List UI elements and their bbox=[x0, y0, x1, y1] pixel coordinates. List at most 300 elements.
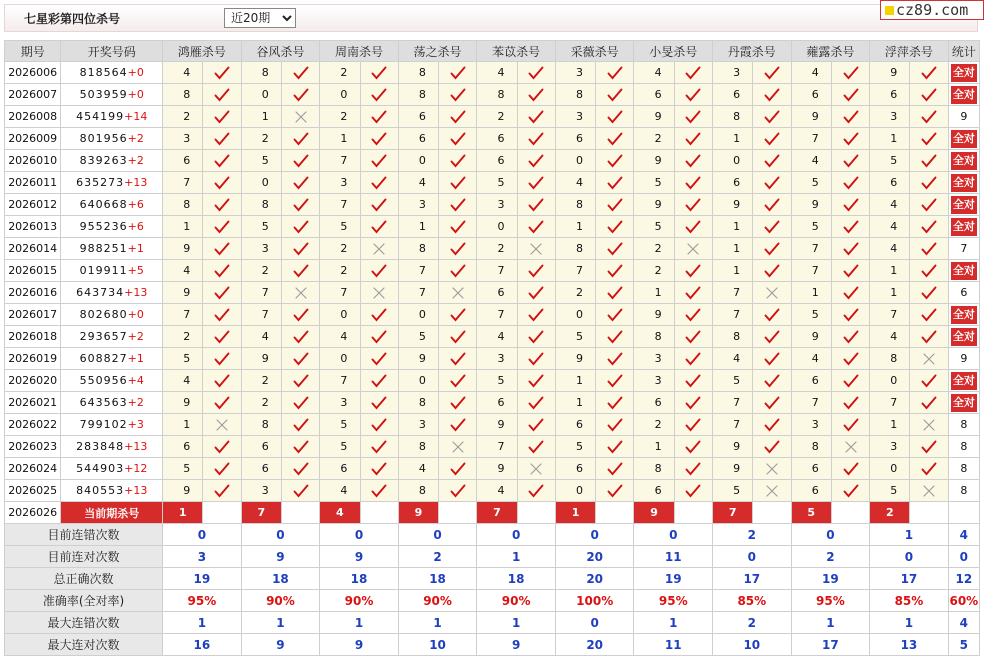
kill-number-cell: 2 bbox=[241, 370, 281, 392]
result-mark-cell bbox=[596, 172, 634, 194]
kill-number-cell: 0 bbox=[870, 370, 910, 392]
kill-number-cell: 1 bbox=[634, 436, 674, 458]
col-stat-header: 统计 bbox=[948, 41, 979, 62]
result-mark-cell bbox=[517, 326, 555, 348]
summary-value: 1 bbox=[163, 612, 242, 634]
col-expert-header: 浮萍杀号 bbox=[870, 41, 949, 62]
check-icon bbox=[214, 110, 230, 124]
check-icon bbox=[921, 198, 937, 212]
current-kill-blank bbox=[831, 502, 869, 524]
kill-number-cell: 6 bbox=[713, 84, 753, 106]
summary-stat-value: 4 bbox=[948, 612, 979, 634]
check-icon bbox=[214, 462, 230, 476]
kill-number-cell: 6 bbox=[791, 458, 831, 480]
draw-number-cell bbox=[61, 392, 163, 414]
kill-number-cell: 4 bbox=[320, 480, 360, 502]
kill-number-cell: 8 bbox=[398, 436, 438, 458]
check-icon bbox=[921, 88, 937, 102]
draw-number-cell bbox=[61, 370, 163, 392]
result-mark-cell bbox=[360, 436, 398, 458]
draw-bonus: +3 bbox=[127, 418, 144, 431]
check-icon bbox=[921, 374, 937, 388]
table-row bbox=[5, 238, 980, 260]
kill-number-cell: 5 bbox=[241, 150, 281, 172]
result-mark-cell bbox=[596, 414, 634, 436]
kill-number-cell: 4 bbox=[477, 62, 517, 84]
kill-number-cell: 8 bbox=[241, 194, 281, 216]
check-icon bbox=[921, 66, 937, 80]
result-mark-cell bbox=[831, 326, 869, 348]
kill-number-cell: 1 bbox=[791, 282, 831, 304]
result-mark-cell bbox=[831, 84, 869, 106]
check-icon bbox=[685, 484, 701, 498]
draw-number-cell bbox=[61, 216, 163, 238]
summary-value: 18 bbox=[320, 568, 399, 590]
result-mark-cell bbox=[910, 84, 948, 106]
check-icon bbox=[214, 286, 230, 300]
draw-bonus: +13 bbox=[124, 176, 148, 189]
check-icon bbox=[764, 264, 780, 278]
check-icon bbox=[293, 132, 309, 146]
kill-number-cell: 4 bbox=[320, 326, 360, 348]
draw-number-cell bbox=[61, 304, 163, 326]
result-mark-cell bbox=[910, 370, 948, 392]
kill-number-cell: 5 bbox=[713, 370, 753, 392]
check-icon bbox=[371, 198, 387, 212]
col-expert-header: 鸿雁杀号 bbox=[163, 41, 242, 62]
check-icon bbox=[607, 132, 623, 146]
result-mark-cell bbox=[281, 480, 319, 502]
kill-number-cell: 1 bbox=[398, 216, 438, 238]
kill-number-cell: 4 bbox=[870, 216, 910, 238]
result-mark-cell bbox=[517, 370, 555, 392]
table-row bbox=[5, 348, 980, 370]
kill-number-cell: 4 bbox=[163, 62, 203, 84]
result-mark-cell bbox=[439, 150, 477, 172]
kill-number-cell: 5 bbox=[634, 172, 674, 194]
kill-number-cell: 8 bbox=[555, 238, 595, 260]
result-mark-cell bbox=[674, 414, 712, 436]
issue-cell: 2026014 bbox=[5, 238, 61, 260]
check-icon bbox=[371, 462, 387, 476]
draw-bonus: +2 bbox=[127, 330, 144, 343]
check-icon bbox=[921, 440, 937, 454]
check-icon bbox=[843, 198, 859, 212]
summary-stat-value: 5 bbox=[948, 634, 979, 656]
check-icon bbox=[214, 88, 230, 102]
kill-number-cell: 7 bbox=[791, 238, 831, 260]
kill-number-cell: 3 bbox=[241, 238, 281, 260]
kill-number-cell: 4 bbox=[241, 326, 281, 348]
table-row bbox=[5, 392, 980, 414]
result-mark-cell bbox=[517, 458, 555, 480]
check-icon bbox=[607, 88, 623, 102]
result-mark-cell bbox=[360, 304, 398, 326]
draw-digits: 635273 bbox=[76, 176, 125, 189]
summary-value: 0 bbox=[713, 546, 792, 568]
summary-value: 13 bbox=[870, 634, 949, 656]
col-expert-header: 小旻杀号 bbox=[634, 41, 713, 62]
result-mark-cell bbox=[910, 62, 948, 84]
kill-number-cell: 2 bbox=[320, 62, 360, 84]
kill-number-cell: 6 bbox=[163, 436, 203, 458]
result-mark-cell bbox=[596, 348, 634, 370]
draw-digits: 818564 bbox=[79, 66, 128, 79]
current-kill-number: 7 bbox=[241, 502, 281, 524]
result-mark-cell bbox=[281, 84, 319, 106]
result-mark-cell bbox=[203, 84, 241, 106]
draw-digits: 839263 bbox=[79, 154, 128, 167]
draw-digits: 988251 bbox=[79, 242, 128, 255]
kill-number-cell: 6 bbox=[791, 84, 831, 106]
check-icon bbox=[214, 154, 230, 168]
result-mark-cell bbox=[674, 194, 712, 216]
check-icon bbox=[607, 484, 623, 498]
result-mark-cell bbox=[910, 392, 948, 414]
result-mark-cell bbox=[831, 194, 869, 216]
result-mark-cell bbox=[517, 62, 555, 84]
draw-bonus: +5 bbox=[127, 264, 144, 277]
result-mark-cell bbox=[596, 84, 634, 106]
result-mark-cell bbox=[517, 194, 555, 216]
summary-value: 18 bbox=[398, 568, 477, 590]
check-icon bbox=[214, 66, 230, 80]
all-right-badge: 全对 bbox=[951, 174, 977, 192]
kill-number-cell: 6 bbox=[870, 84, 910, 106]
all-right-badge: 全对 bbox=[951, 306, 977, 324]
kill-number-cell: 5 bbox=[320, 216, 360, 238]
check-icon bbox=[607, 176, 623, 190]
summary-value: 90% bbox=[241, 590, 320, 612]
cross-icon bbox=[371, 286, 387, 300]
summary-value: 0 bbox=[320, 524, 399, 546]
kill-number-cell: 6 bbox=[555, 414, 595, 436]
summary-value: 1 bbox=[791, 612, 870, 634]
draw-number-cell bbox=[61, 172, 163, 194]
kill-number-cell: 8 bbox=[398, 84, 438, 106]
check-icon bbox=[764, 132, 780, 146]
issue-cell: 2026008 bbox=[5, 106, 61, 128]
draw-bonus: +13 bbox=[124, 440, 148, 453]
check-icon bbox=[371, 374, 387, 388]
col-draw-header: 开奖号码 bbox=[61, 41, 163, 62]
result-mark-cell bbox=[517, 172, 555, 194]
result-mark-cell bbox=[910, 172, 948, 194]
result-mark-cell bbox=[203, 458, 241, 480]
table-row bbox=[5, 414, 980, 436]
kill-number-cell: 3 bbox=[320, 392, 360, 414]
kill-number-cell: 8 bbox=[634, 326, 674, 348]
cross-icon bbox=[764, 286, 780, 300]
result-mark-cell bbox=[439, 436, 477, 458]
kill-number-cell: 2 bbox=[634, 414, 674, 436]
summary-value: 11 bbox=[634, 546, 713, 568]
result-mark-cell bbox=[439, 326, 477, 348]
table-header-row bbox=[5, 41, 980, 62]
kill-number-cell: 2 bbox=[320, 106, 360, 128]
kill-number-cell: 0 bbox=[320, 348, 360, 370]
result-mark-cell bbox=[831, 216, 869, 238]
result-mark-cell bbox=[517, 414, 555, 436]
kill-number-cell: 4 bbox=[398, 172, 438, 194]
summary-value: 10 bbox=[713, 634, 792, 656]
summary-value: 95% bbox=[634, 590, 713, 612]
check-icon bbox=[607, 154, 623, 168]
check-icon bbox=[685, 374, 701, 388]
draw-bonus: +4 bbox=[127, 374, 144, 387]
result-mark-cell bbox=[203, 436, 241, 458]
check-icon bbox=[921, 330, 937, 344]
result-mark-cell bbox=[203, 260, 241, 282]
summary-label: 目前连对次数 bbox=[5, 546, 163, 568]
issue-cell: 2026016 bbox=[5, 282, 61, 304]
kill-number-cell: 0 bbox=[398, 304, 438, 326]
current-kill-number: 7 bbox=[477, 502, 517, 524]
summary-label: 最大连对次数 bbox=[5, 634, 163, 656]
result-mark-cell bbox=[831, 172, 869, 194]
kill-number-cell: 0 bbox=[477, 216, 517, 238]
stat-cell bbox=[948, 128, 979, 150]
current-kill-blank bbox=[596, 502, 634, 524]
table-row bbox=[5, 304, 980, 326]
kill-number-cell: 4 bbox=[477, 326, 517, 348]
kill-number-cell: 5 bbox=[163, 458, 203, 480]
site-logo[interactable] bbox=[880, 0, 984, 20]
kill-number-cell: 3 bbox=[320, 172, 360, 194]
result-mark-cell bbox=[596, 282, 634, 304]
kill-number-cell: 4 bbox=[555, 172, 595, 194]
kill-number-cell: 5 bbox=[320, 436, 360, 458]
summary-row bbox=[5, 546, 980, 568]
result-mark-cell bbox=[753, 84, 791, 106]
summary-value: 9 bbox=[241, 546, 320, 568]
col-expert-header: 荡之杀号 bbox=[398, 41, 477, 62]
check-icon bbox=[371, 66, 387, 80]
summary-value: 0 bbox=[477, 524, 556, 546]
result-mark-cell bbox=[596, 370, 634, 392]
result-mark-cell bbox=[517, 84, 555, 106]
kill-number-cell: 4 bbox=[870, 238, 910, 260]
kill-number-cell: 3 bbox=[634, 370, 674, 392]
summary-value: 20 bbox=[555, 568, 634, 590]
kill-number-cell: 7 bbox=[870, 304, 910, 326]
check-icon bbox=[921, 176, 937, 190]
check-icon bbox=[921, 110, 937, 124]
check-icon bbox=[843, 154, 859, 168]
summary-value: 85% bbox=[870, 590, 949, 612]
kill-number-cell: 9 bbox=[163, 238, 203, 260]
check-icon bbox=[214, 242, 230, 256]
result-mark-cell bbox=[281, 62, 319, 84]
check-icon bbox=[293, 242, 309, 256]
check-icon bbox=[685, 352, 701, 366]
check-icon bbox=[293, 462, 309, 476]
check-icon bbox=[921, 242, 937, 256]
summary-value: 2 bbox=[713, 524, 792, 546]
result-mark-cell bbox=[281, 238, 319, 260]
current-kill-number: 9 bbox=[398, 502, 438, 524]
cross-icon bbox=[921, 418, 937, 432]
result-mark-cell bbox=[674, 128, 712, 150]
cross-icon bbox=[685, 242, 701, 256]
check-icon bbox=[921, 286, 937, 300]
result-mark-cell bbox=[203, 370, 241, 392]
draw-number-cell bbox=[61, 106, 163, 128]
stat-cell bbox=[948, 260, 979, 282]
check-icon bbox=[607, 352, 623, 366]
cross-icon bbox=[764, 462, 780, 476]
check-icon bbox=[371, 110, 387, 124]
kill-number-cell: 8 bbox=[398, 480, 438, 502]
kill-number-cell: 8 bbox=[555, 84, 595, 106]
check-icon bbox=[293, 88, 309, 102]
issue-cell: 2026020 bbox=[5, 370, 61, 392]
kill-number-cell: 1 bbox=[870, 282, 910, 304]
result-mark-cell bbox=[831, 480, 869, 502]
kill-number-cell: 6 bbox=[477, 392, 517, 414]
period-select[interactable] bbox=[224, 8, 296, 28]
stat-cell bbox=[948, 84, 979, 106]
kill-number-cell: 8 bbox=[163, 84, 203, 106]
check-icon bbox=[764, 440, 780, 454]
kill-number-cell: 4 bbox=[398, 458, 438, 480]
check-icon bbox=[685, 176, 701, 190]
check-icon bbox=[685, 110, 701, 124]
result-mark-cell bbox=[674, 216, 712, 238]
issue-cell: 2026012 bbox=[5, 194, 61, 216]
cross-icon bbox=[764, 484, 780, 498]
result-mark-cell bbox=[360, 194, 398, 216]
result-mark-cell bbox=[439, 62, 477, 84]
result-mark-cell bbox=[360, 150, 398, 172]
check-icon bbox=[843, 176, 859, 190]
kill-number-cell: 3 bbox=[555, 62, 595, 84]
check-icon bbox=[685, 264, 701, 278]
current-kill-blank bbox=[674, 502, 712, 524]
cross-icon bbox=[921, 484, 937, 498]
issue-cell: 2026017 bbox=[5, 304, 61, 326]
check-icon bbox=[450, 330, 466, 344]
kill-number-cell: 5 bbox=[870, 150, 910, 172]
result-mark-cell bbox=[203, 326, 241, 348]
kill-number-cell: 7 bbox=[791, 260, 831, 282]
current-kill-blank bbox=[439, 502, 477, 524]
check-icon bbox=[214, 484, 230, 498]
result-mark-cell bbox=[517, 304, 555, 326]
result-mark-cell bbox=[910, 304, 948, 326]
result-mark-cell bbox=[674, 326, 712, 348]
result-mark-cell bbox=[831, 436, 869, 458]
result-mark-cell bbox=[439, 348, 477, 370]
all-right-badge: 全对 bbox=[951, 372, 977, 390]
check-icon bbox=[528, 484, 544, 498]
kill-number-cell: 2 bbox=[477, 238, 517, 260]
check-icon bbox=[528, 110, 544, 124]
kill-number-cell: 1 bbox=[713, 216, 753, 238]
check-icon bbox=[450, 220, 466, 234]
check-icon bbox=[528, 88, 544, 102]
check-icon bbox=[528, 308, 544, 322]
kill-number-cell: 7 bbox=[555, 260, 595, 282]
result-mark-cell bbox=[674, 238, 712, 260]
result-mark-cell bbox=[596, 216, 634, 238]
result-mark-cell bbox=[517, 216, 555, 238]
result-mark-cell bbox=[910, 326, 948, 348]
check-icon bbox=[528, 220, 544, 234]
check-icon bbox=[293, 484, 309, 498]
draw-bonus: +6 bbox=[127, 220, 144, 233]
kill-number-cell: 9 bbox=[713, 194, 753, 216]
check-icon bbox=[843, 66, 859, 80]
kill-number-cell: 0 bbox=[555, 150, 595, 172]
draw-bonus: +0 bbox=[127, 88, 144, 101]
result-mark-cell bbox=[831, 392, 869, 414]
result-mark-cell bbox=[281, 172, 319, 194]
kill-number-cell: 6 bbox=[870, 172, 910, 194]
result-mark-cell bbox=[596, 304, 634, 326]
kill-number-cell: 8 bbox=[555, 194, 595, 216]
kill-number-cell: 4 bbox=[870, 326, 910, 348]
kill-number-cell: 4 bbox=[791, 150, 831, 172]
summary-stat-value: 60% bbox=[948, 590, 979, 612]
check-icon bbox=[607, 418, 623, 432]
check-icon bbox=[371, 154, 387, 168]
summary-value: 0 bbox=[634, 524, 713, 546]
check-icon bbox=[528, 176, 544, 190]
draw-number-cell bbox=[61, 260, 163, 282]
kill-number-cell: 5 bbox=[791, 172, 831, 194]
table-row bbox=[5, 172, 980, 194]
result-mark-cell bbox=[910, 194, 948, 216]
check-icon bbox=[607, 374, 623, 388]
kill-number-cell: 6 bbox=[634, 392, 674, 414]
check-icon bbox=[371, 352, 387, 366]
check-icon bbox=[607, 462, 623, 476]
draw-number-cell bbox=[61, 348, 163, 370]
stat-cell bbox=[948, 172, 979, 194]
result-mark-cell bbox=[596, 260, 634, 282]
draw-number-cell bbox=[61, 326, 163, 348]
kill-number-cell: 8 bbox=[163, 194, 203, 216]
current-stat-blank bbox=[948, 502, 979, 524]
kill-number-cell: 9 bbox=[791, 194, 831, 216]
check-icon bbox=[371, 88, 387, 102]
result-mark-cell bbox=[439, 458, 477, 480]
check-icon bbox=[450, 484, 466, 498]
result-mark-cell bbox=[517, 238, 555, 260]
result-mark-cell bbox=[517, 392, 555, 414]
draw-number-cell bbox=[61, 194, 163, 216]
check-icon bbox=[214, 374, 230, 388]
draw-digits: 283848 bbox=[76, 440, 125, 453]
check-icon bbox=[528, 440, 544, 454]
summary-value: 1 bbox=[241, 612, 320, 634]
result-mark-cell bbox=[596, 238, 634, 260]
kill-number-cell: 1 bbox=[163, 216, 203, 238]
stat-cell: 7 bbox=[948, 238, 979, 260]
check-icon bbox=[843, 396, 859, 410]
result-mark-cell bbox=[517, 282, 555, 304]
stat-cell: 8 bbox=[948, 436, 979, 458]
issue-cell: 2026013 bbox=[5, 216, 61, 238]
kill-number-cell: 9 bbox=[713, 436, 753, 458]
summary-stat-value: 4 bbox=[948, 524, 979, 546]
kill-number-cell: 2 bbox=[163, 106, 203, 128]
kill-number-cell: 6 bbox=[477, 150, 517, 172]
check-icon bbox=[450, 264, 466, 278]
kill-number-cell: 6 bbox=[555, 128, 595, 150]
kill-number-cell: 2 bbox=[320, 238, 360, 260]
